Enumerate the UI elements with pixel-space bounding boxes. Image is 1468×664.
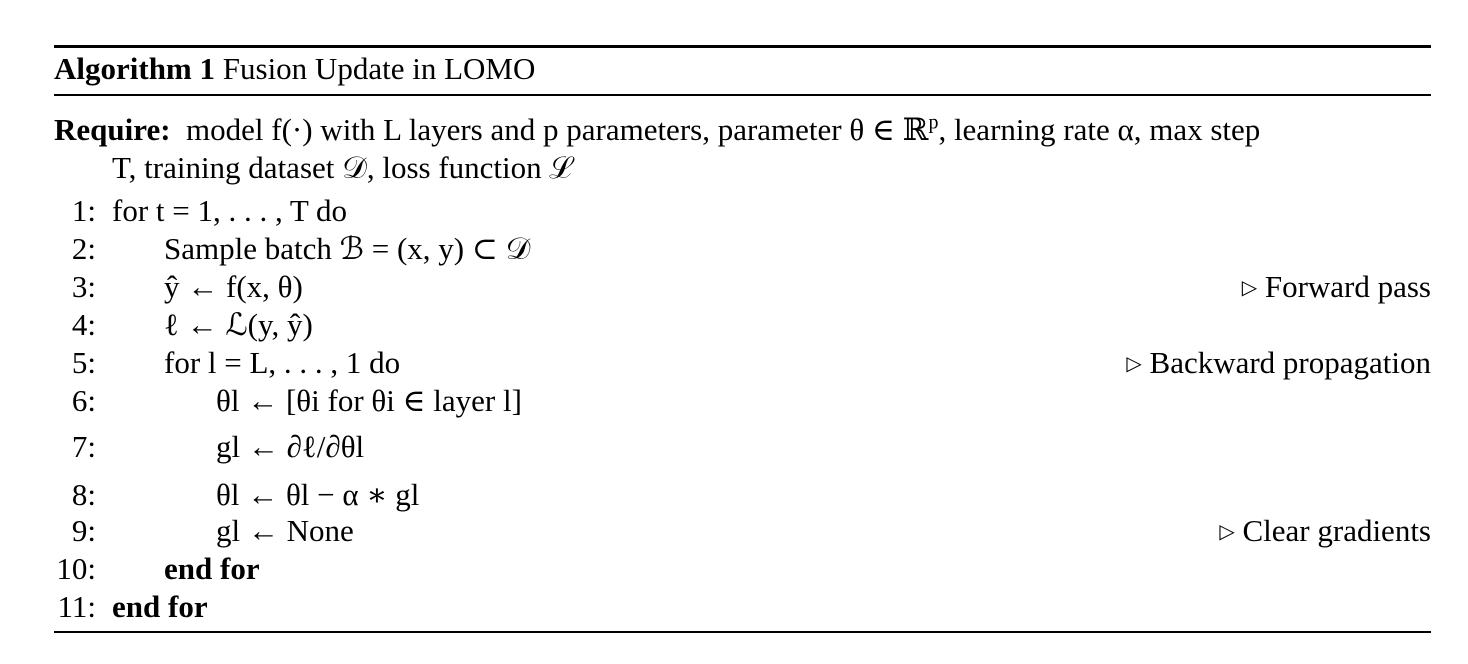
line-number: 7: <box>71 429 96 464</box>
line-code: gl ← ∂ℓ/∂θl <box>216 429 365 464</box>
top-rule <box>54 45 1431 48</box>
line-number: 11: <box>57 589 96 624</box>
line-code: end for <box>112 589 208 624</box>
require-sup: p <box>928 112 939 134</box>
algorithm-line <box>54 268 1431 306</box>
line-code: θl ← [θi for θi ∈ layer l] <box>216 383 522 418</box>
line-number: 2: <box>71 231 96 266</box>
line-code: end for <box>164 551 260 586</box>
algorithm-line <box>54 588 1431 626</box>
line-code: gl ← None <box>216 513 354 548</box>
comment-triangle-icon: ▷ <box>1241 277 1258 299</box>
line-code: Sample batch ℬ = (x, y) ⊂ 𝒟 <box>164 231 531 266</box>
line-number: 8: <box>71 477 96 512</box>
line-code: ℓ ← ℒ(y, ŷ) <box>164 307 313 342</box>
algorithm-title: Fusion Update in LOMO <box>222 51 536 86</box>
line-number: 1: <box>71 193 96 228</box>
line-comment <box>1219 512 1431 551</box>
line-code: for t = 1, . . . , T do <box>112 193 348 228</box>
require-block <box>54 104 1431 187</box>
line-number: 10: <box>56 551 96 586</box>
line-comment <box>1126 344 1431 383</box>
algorithm-line <box>54 512 1431 550</box>
comment-triangle-icon: ▷ <box>1219 521 1235 543</box>
require-text-1: model f(·) with L layers and p parameters, parameter θ ∈ ℝ <box>186 112 929 148</box>
line-number: 3: <box>71 269 96 304</box>
line-comment <box>1242 268 1431 307</box>
comment-text: Clear gradients <box>1242 513 1431 548</box>
line-number: 6: <box>71 383 96 418</box>
algorithm-line <box>54 192 1431 230</box>
comment-text: Forward pass <box>1264 269 1431 304</box>
algorithm-caption <box>54 50 535 88</box>
algorithm-line <box>54 230 1431 268</box>
comment-text: Backward propagation <box>1149 345 1431 380</box>
algorithm-line <box>54 382 1431 420</box>
line-number: 5: <box>71 345 96 380</box>
line-code: θl ← θl − α ∗ gl <box>216 477 420 512</box>
algorithm-line <box>54 476 1431 514</box>
comment-triangle-icon: ▷ <box>1126 353 1142 375</box>
caption-rule <box>54 94 1431 96</box>
require-text-2: , learning rate α, max step <box>938 112 1261 148</box>
line-code: for l = L, . . . , 1 do <box>164 345 401 380</box>
algorithm-label: Algorithm 1 <box>54 51 216 86</box>
require-text-3: T, training dataset 𝒟, loss function ℒ <box>112 150 572 186</box>
algorithm-line <box>54 550 1431 588</box>
line-number: 9: <box>71 513 96 548</box>
line-code: ŷ ← f(x, θ) <box>164 269 303 304</box>
algorithm-line <box>54 306 1431 344</box>
require-label: Require: <box>54 112 171 148</box>
algorithm-line <box>54 344 1431 382</box>
bottom-rule <box>54 631 1431 633</box>
line-number: 4: <box>71 307 96 342</box>
algorithm-line <box>54 428 1431 466</box>
